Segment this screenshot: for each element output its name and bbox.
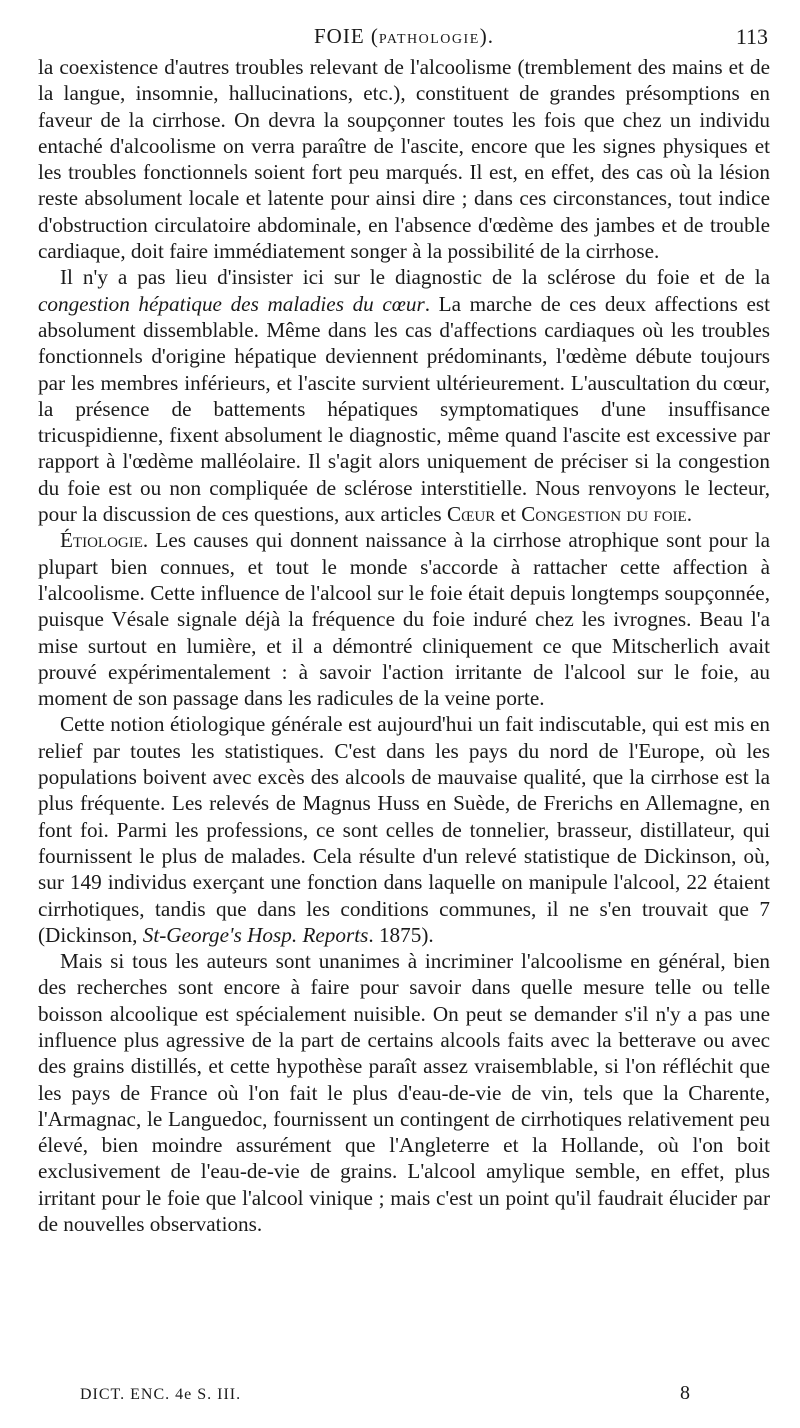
paragraph [38, 711, 770, 948]
article-body [38, 54, 770, 1237]
paragraph [38, 264, 770, 527]
text-run: . La marche de ces deux affections est absolument dissemblable. Même dans les cas d'affections cardiaques où les troubles fonctionnels d'origine hépatique deviennent prédominants, l'œdème débute toujours par les membres inférieurs, et l'ascite survient ultérieurement. L'auscultation du cœur, la présence de battements hépatiques symptomatiques d'une insuffisance tricuspidienne, fixent absolument le diagnostic, même quand l'ascite est excessive par rapport à l'œdème malléolaire. Il s'agit alors uniquement de préciser si la congestion du foie est ou non compliquée de sclérose interstitielle. Nous renvoyons le lecteur, pour la discussion de ces questions, aux articles [38, 291, 771, 527]
running-title-main: FOIE ( [314, 24, 379, 48]
small-caps-text: Cœur [446, 502, 496, 527]
paragraph [38, 54, 770, 264]
text-run: la coexistence d'autres troubles relevant de l'alcoolisme (tremblement des mains et de la langue, insomnie, hallucinations, etc.), constituent de grandes présomptions en faveur de la cirrhose. On devra la soupçonner toutes les fois que chez un individu entaché d'alcoolisme on verra paraître de l'ascite, encore que les signes physiques et les troubles fonctionnels soient fort peu marqués. Il est, en effet, des cas où la lésion reste absolument locale et latente pour ainsi dire ; dans ces circonstances, tout indice d'obstruction circulatoire abdominale, en l'absence d'œdème des jambes et de trouble cardiaque, doit faire immédiatement songer à la possibilité de la cirrhose. [38, 55, 770, 264]
footer-reference: DICT. ENC. 4e S. III. [80, 1386, 242, 1403]
italic-text: congestion hépatique des maladies du cœur [38, 291, 425, 316]
text-run: Mais si tous les auteurs sont unanimes à incriminer l'alcoolisme en général, bien des recherches sont encore à faire pour savoir dans quelle mesure telle ou telle boisson alcoolique est spécialement nuisible. On peut se demander s'il n'y a pas une influence plus agressive de la part de certains alcools faits avec la betterave ou avec des grains distillés, et cette hypothèse paraît assez vraisemblable, si l'on réfléchit que les pays de France où l'on fait le plus d'eau-de-vie de vin, tels que la Charente, l'Armagnac, le Languedoc, fournissent un contingent de cirrhotiques relativement peu élevé, bien moindre assurément que l'Angleterre et la Hollande, où l'on boit exclusivement de l'eau-de-vie de grains. L'alcool amylique semble, en effet, plus irritant pour le foie que l'alcool vinique ; mais c'est un point qu'il faudrait élucider par de nouvelles observations. [38, 949, 770, 1237]
small-caps-text: Étiologie [60, 528, 143, 553]
text-run: et [495, 502, 522, 527]
paragraph [38, 948, 770, 1237]
signature-mark: 8 [680, 1382, 690, 1404]
running-title [38, 24, 770, 49]
text-run: . 1875). [368, 922, 434, 947]
text-run: . [686, 502, 693, 527]
running-title-subtitle: PATHOLOGIE [378, 32, 480, 47]
document-page [38, 20, 770, 1237]
italic-text: St-George's Hosp. Reports [142, 922, 369, 947]
running-title-close: ). [479, 24, 494, 48]
paragraph [38, 527, 770, 711]
text-run: . Les causes qui donnent naissance à la cirrhose atrophique sont pour la plupart bien connues, et tout le monde s'accorde à rattacher cette affection à l'alcoolisme. Cette influence de l'alcool sur le foie était depuis longtemps soupçonnée, puisque Vésale signale déjà la fréquence du foie induré chez les ivrognes. Beau l'a mise surtout en lumière, et il a démontré cliniquement ce que Mitscherlich avait prouvé expérimentalement : à savoir l'action irritante de l'alcool sur le foie, au moment de son passage dans les radicules de la veine porte. [38, 528, 770, 711]
small-caps-text: Congestion du foie [521, 502, 687, 527]
text-run: Il n'y a pas lieu d'insister ici sur le diagnostic de la sclérose du foie et de la [60, 265, 770, 290]
page-number: 113 [735, 24, 768, 49]
text-run: Cette notion étiologique générale est aujourd'hui un fait indiscutable, qui est mis en relief par toutes les statistiques. C'est dans les pays du nord de l'Europe, où les populations boivent avec excès des alcools de mauvaise qualité, que la cirrhose est la plus fréquente. Les relevés de Magnus Huss en Suède, de Frerichs en Allemagne, en font foi. Parmi les professions, ce sont celles de tonnelier, brasseur, distillateur, qui fournissent le plus de malades. Cela résulte d'un relevé statistique de Dickinson, où, sur 149 individus exerçant une fonction dans laquelle on manipule l'alcool, 22 étaient cirrhotiques, tandis que dans les conditions communes, il ne s'en trouvait que 7 (Dickinson, [38, 712, 770, 947]
page-footer [80, 1382, 690, 1410]
running-head [38, 20, 770, 50]
